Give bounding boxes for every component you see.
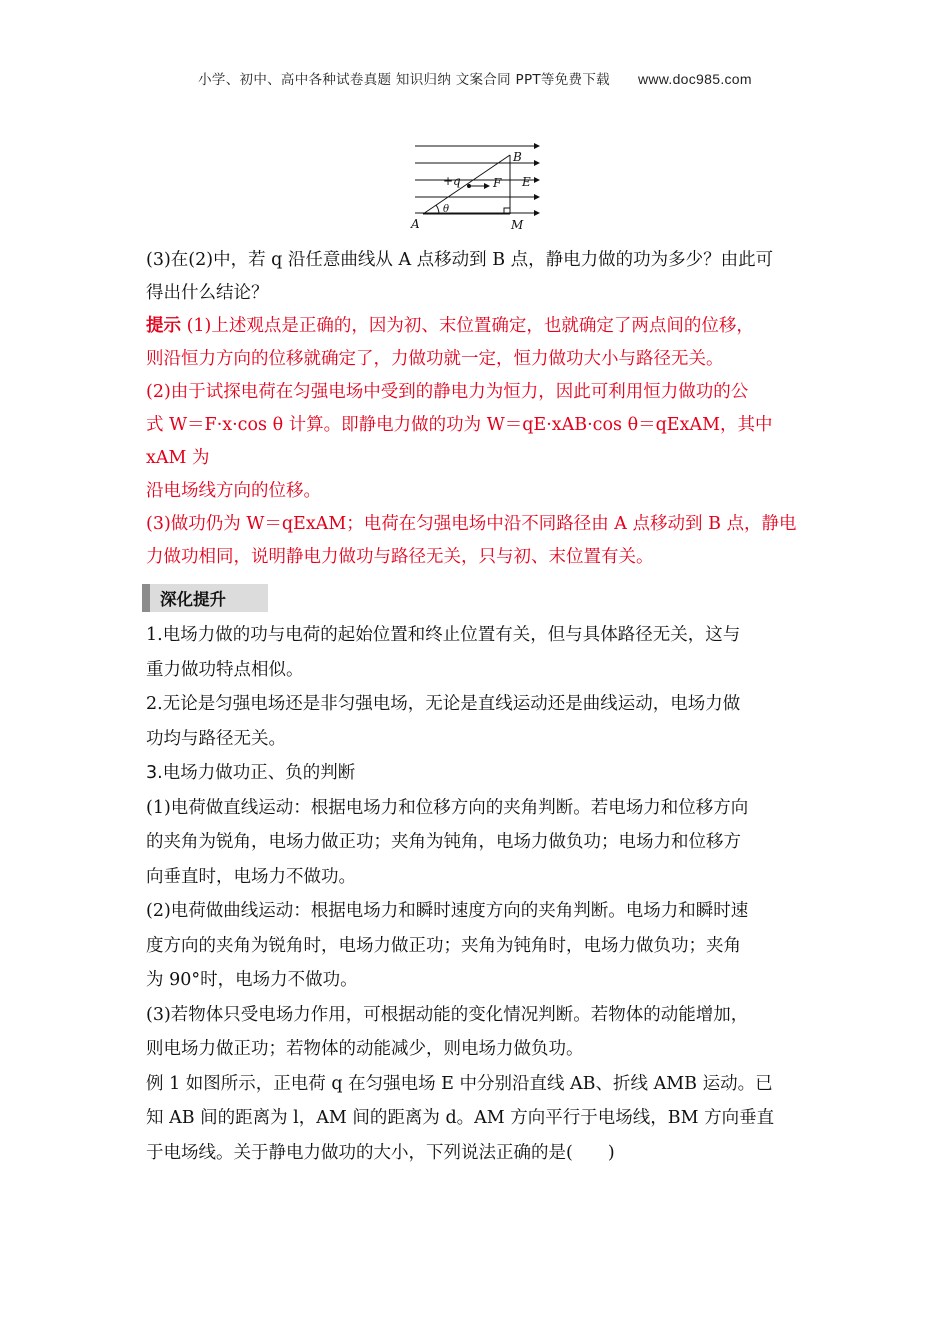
- point-line: (1)电荷做直线运动：根据电场力和位移方向的夹角判断。若电场力和位移方向: [146, 797, 749, 818]
- example-line: 例 1 如图所示，正电荷 q 在匀强电场 E 中分别沿直线 AB、折线 AMB 运动。已: [146, 1073, 773, 1094]
- hint-line: 则沿恒力方向的位移就确定了，力做功就一定，恒力做功大小与路径无关。: [146, 349, 724, 369]
- question-line: 得出什么结论？: [146, 283, 269, 303]
- section-title: 深化提升: [160, 590, 226, 609]
- hint-line: 力做功相同，说明静电力做功与路径无关，只与初、末位置有关。: [146, 547, 654, 567]
- label-B: B: [513, 150, 522, 164]
- hint-line: 沿电场线方向的位移。: [146, 481, 321, 501]
- label-E: E: [522, 175, 531, 189]
- header-site: www.doc985.com: [637, 71, 752, 87]
- point-line: (2)电荷做曲线运动：根据电场力和瞬时速度方向的夹角判断。电场力和瞬时速: [146, 901, 749, 921]
- point-line: 功均与路径无关。: [146, 728, 286, 749]
- label-M: M: [511, 218, 524, 232]
- point-line: 1.电场力做的功与电荷的起始位置和终止位置有关，但与具体路径无关，这与: [146, 625, 741, 645]
- hint-line: [146, 310, 812, 343]
- section-heading: [142, 584, 268, 612]
- point-line: 度方向的夹角为锐角时，电场力做正功；夹角为钝角时，电场力做负功；夹角: [146, 935, 741, 956]
- hint-line: (3)做功仍为 W＝qExAM；电荷在匀强电场中沿不同路径由 A 点移动到 B 点，静电: [146, 514, 797, 534]
- point-line: 向垂直时，电场力不做功。: [146, 866, 356, 887]
- example-line: 于电场线。关于静电力做功的大小，下列说法正确的是( ): [146, 1142, 615, 1163]
- label-A: A: [411, 217, 420, 231]
- point-line: 重力做功特点相似。: [146, 659, 304, 680]
- hint-label: 提示: [146, 316, 181, 336]
- charge-dot: [467, 184, 471, 188]
- label-F: F: [493, 176, 502, 190]
- point-line: 为 90°时，电场力不做功。: [146, 970, 358, 990]
- heading-bar: [142, 584, 150, 612]
- hint-line: (2)由于试探电荷在匀强电场中受到的静电力为恒力，因此可利用恒力做功的公: [146, 382, 749, 402]
- hint-line: 式 W＝F·x·cos θ 计算。即静电力做的功为 W＝qE·xAB·cos θ＝qExAM，其中 xAM 为: [146, 415, 773, 468]
- label-theta: θ: [443, 204, 450, 215]
- point-heading: 3.电场力做功正、负的判断: [146, 763, 356, 783]
- point-line: 的夹角为锐角，电场力做正功；夹角为钝角，电场力做负功；电场力和位移方: [146, 832, 741, 852]
- question-line: (3)在(2)中，若 q 沿任意曲线从 A 点移动到 B 点，静电力做的功为多少？由此可: [146, 250, 774, 270]
- page-header: [0, 68, 950, 88]
- point-line: 2.无论是匀强电场还是非匀强电场，无论是直线运动还是曲线运动，电场力做: [146, 694, 741, 714]
- header-text: 小学、初中、高中各种试卷真题 知识归纳 文案合同 PPT等免费下载: [198, 72, 610, 88]
- main-content: [146, 244, 812, 1170]
- example-line: 知 AB 间的距离为 l，AM 间的距离为 d。AM 方向平行于电场线，BM 方向垂直: [146, 1108, 775, 1128]
- point-line: 则电场力做正功；若物体的动能减少，则电场力做负功。: [146, 1039, 584, 1059]
- label-charge: +q: [443, 174, 461, 188]
- hint-text: (1)上述观点是正确的，因为初、末位置确定，也就确定了两点间的位移，: [181, 316, 754, 336]
- points-block: [146, 618, 812, 1170]
- field-diagram: [405, 140, 555, 236]
- point-line: (3)若物体只受电场力作用，可根据动能的变化情况判断。若物体的动能增加，: [146, 1004, 749, 1025]
